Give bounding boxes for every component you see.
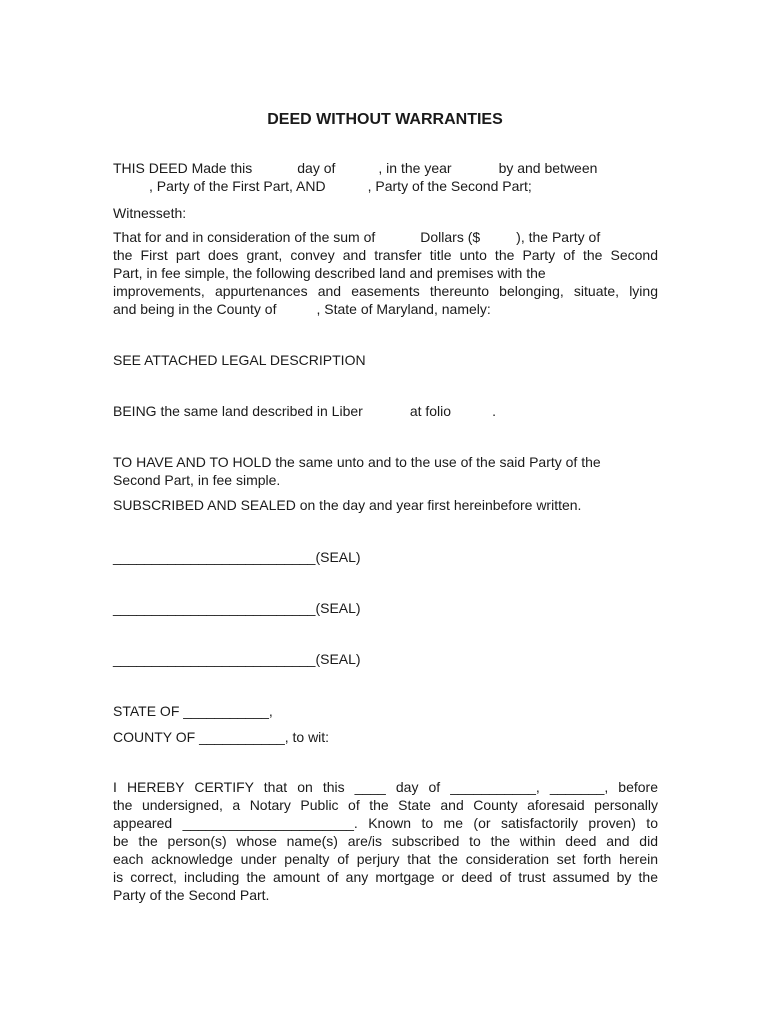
seal-line-1: __________________________(SEAL) xyxy=(113,549,361,565)
consideration-paragraph xyxy=(113,228,658,318)
habendum-clause xyxy=(113,453,658,489)
consideration-text: Dollars ($ xyxy=(420,229,481,245)
certify-line-4: be the person(s) whose name(s) are/is subscribed to the within deed and did xyxy=(113,833,658,849)
intro-line-1 xyxy=(113,159,658,177)
habendum-line-1: TO HAVE AND TO HOLD the same unto and to the use of the said Party of the xyxy=(113,454,601,470)
certify-line-1: I HEREBY CERTIFY that on this ____ day of ___________, _______, before xyxy=(113,779,658,795)
subscribed-clause: SUBSCRIBED AND SEALED on the day and year first hereinbefore written. xyxy=(113,497,582,513)
witnesseth-label: Witnesseth: xyxy=(113,205,187,221)
consideration-line-4: improvements, appurtenances and easements thereunto belonging, situate, lying xyxy=(113,283,658,299)
intro-text: , Party of the First Part, AND xyxy=(149,178,326,194)
consideration-line-2: the First part does grant, convey and transfer title unto the Party of the Second xyxy=(113,247,658,263)
being-text: BEING the same land described in Liber xyxy=(113,403,363,419)
state-of-line: STATE OF ___________, xyxy=(113,703,273,719)
being-clause xyxy=(113,402,658,420)
certify-line-6: is correct, including the amount of any mortgage or deed of trust assumed by the xyxy=(113,869,658,885)
being-text: . xyxy=(492,403,496,419)
consideration-text: , State of Maryland, namely: xyxy=(316,301,491,317)
legal-description-note: SEE ATTACHED LEGAL DESCRIPTION xyxy=(113,352,366,368)
being-text: at folio xyxy=(409,403,452,419)
notary-certificate xyxy=(113,778,658,904)
seal-line-3: __________________________(SEAL) xyxy=(113,651,361,667)
county-of-line: COUNTY OF ___________, to wit: xyxy=(113,729,330,745)
consideration-line-5 xyxy=(113,300,658,318)
habendum-line-2: Second Part, in fee simple. xyxy=(113,472,281,488)
intro-text: , in the year xyxy=(378,160,452,176)
intro-text: , Party of the Second Part; xyxy=(367,178,532,194)
certify-line-5: each acknowledge under penalty of perjury that the consideration set forth herein xyxy=(113,851,658,867)
intro-text: by and between xyxy=(498,160,598,176)
intro-text: THIS DEED Made this xyxy=(113,160,253,176)
intro-paragraph xyxy=(113,159,658,195)
certify-line-2: the undersigned, a Notary Public of the State and County aforesaid personally xyxy=(113,797,658,813)
certify-line-7: Party of the Second Part. xyxy=(113,887,270,903)
consideration-text: That for and in consideration of the sum of xyxy=(113,229,376,245)
document-title: DEED WITHOUT WARRANTIES xyxy=(267,111,503,128)
consideration-text: and being in the County of xyxy=(113,301,277,317)
intro-text: day of xyxy=(297,160,336,176)
consideration-line-1 xyxy=(113,228,658,246)
consideration-line-3: Part, in fee simple, the following described land and premises with the xyxy=(113,265,546,281)
consideration-text: ), the Party of xyxy=(516,229,601,245)
certify-line-3: appeared ______________________. Known to me (or satisfactorily proven) to xyxy=(113,815,658,831)
intro-line-2 xyxy=(113,177,658,195)
seal-line-2: __________________________(SEAL) xyxy=(113,600,361,616)
